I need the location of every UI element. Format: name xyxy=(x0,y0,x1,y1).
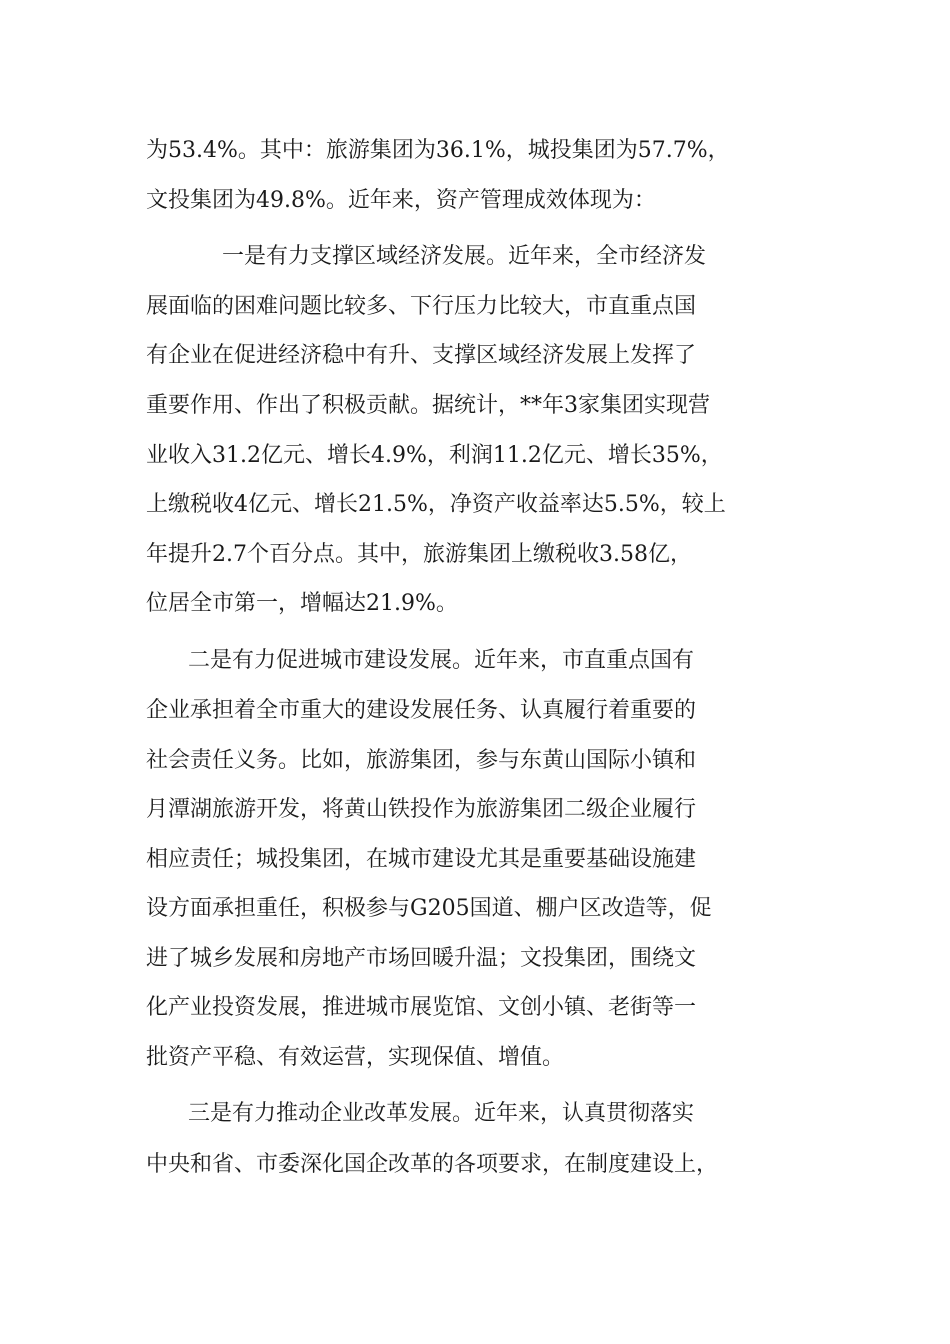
text-line: 月潭湖旅游开发，将黄山铁投作为旅游集团二级企业履行 xyxy=(146,797,697,822)
text-line: 为53.4%。其中：旅游集团为36.1%，城投集团为57.7%， xyxy=(146,138,730,163)
paragraph-3-first-line: 三是有力推动企业改革发展。近年来，认真贯彻落实 xyxy=(188,1101,695,1126)
text-line: 年提升2.7个百分点。其中，旅游集团上缴税收3.58亿， xyxy=(146,542,692,567)
text-line: 设方面承担重任，积极参与G205国道、棚户区改造等，促 xyxy=(146,896,712,921)
text-line: 进了城乡发展和房地产市场回暖升温；文投集团，围绕文 xyxy=(146,946,697,971)
text-line: 位居全市第一，增幅达21.9%。 xyxy=(146,591,458,616)
text-line: 重要作用、作出了积极贡献。据统计，**年3家集团实现营 xyxy=(146,393,710,418)
paragraph-2-first-line: 二是有力促进城市建设发展。近年来，市直重点国有 xyxy=(188,648,695,673)
text-line: 有企业在促进经济稳中有升、支撑区域经济发展上发挥了 xyxy=(146,343,697,368)
text-line: 文投集团为49.8%。近年来，资产管理成效体现为： xyxy=(146,188,656,213)
text-line: 中央和省、市委深化国企改革的各项要求，在制度建设上， xyxy=(146,1152,719,1177)
text-line: 展面临的困难问题比较多、下行压力比较大，市直重点国 xyxy=(146,294,697,319)
paragraph-1-first-line: 一是有力支撑区域经济发展。近年来，全市经济发 xyxy=(222,244,707,269)
text-line: 企业承担着全市重大的建设发展任务、认真履行着重要的 xyxy=(146,698,697,723)
text-line: 批资产平稳、有效运营，实现保值、增值。 xyxy=(146,1045,565,1070)
text-line: 社会责任义务。比如，旅游集团，参与东黄山国际小镇和 xyxy=(146,748,697,773)
text-line: 上缴税收4亿元、增长21.5%，净资产收益率达5.5%，较上 xyxy=(146,492,726,517)
text-line: 化产业投资发展，推进城市展览馆、文创小镇、老街等一 xyxy=(146,995,697,1020)
text-line: 相应责任；城投集团，在城市建设尤其是重要基础设施建 xyxy=(146,847,697,872)
text-line: 业收入31.2亿元、增长4.9%，利润11.2亿元、增长35%， xyxy=(146,443,723,468)
